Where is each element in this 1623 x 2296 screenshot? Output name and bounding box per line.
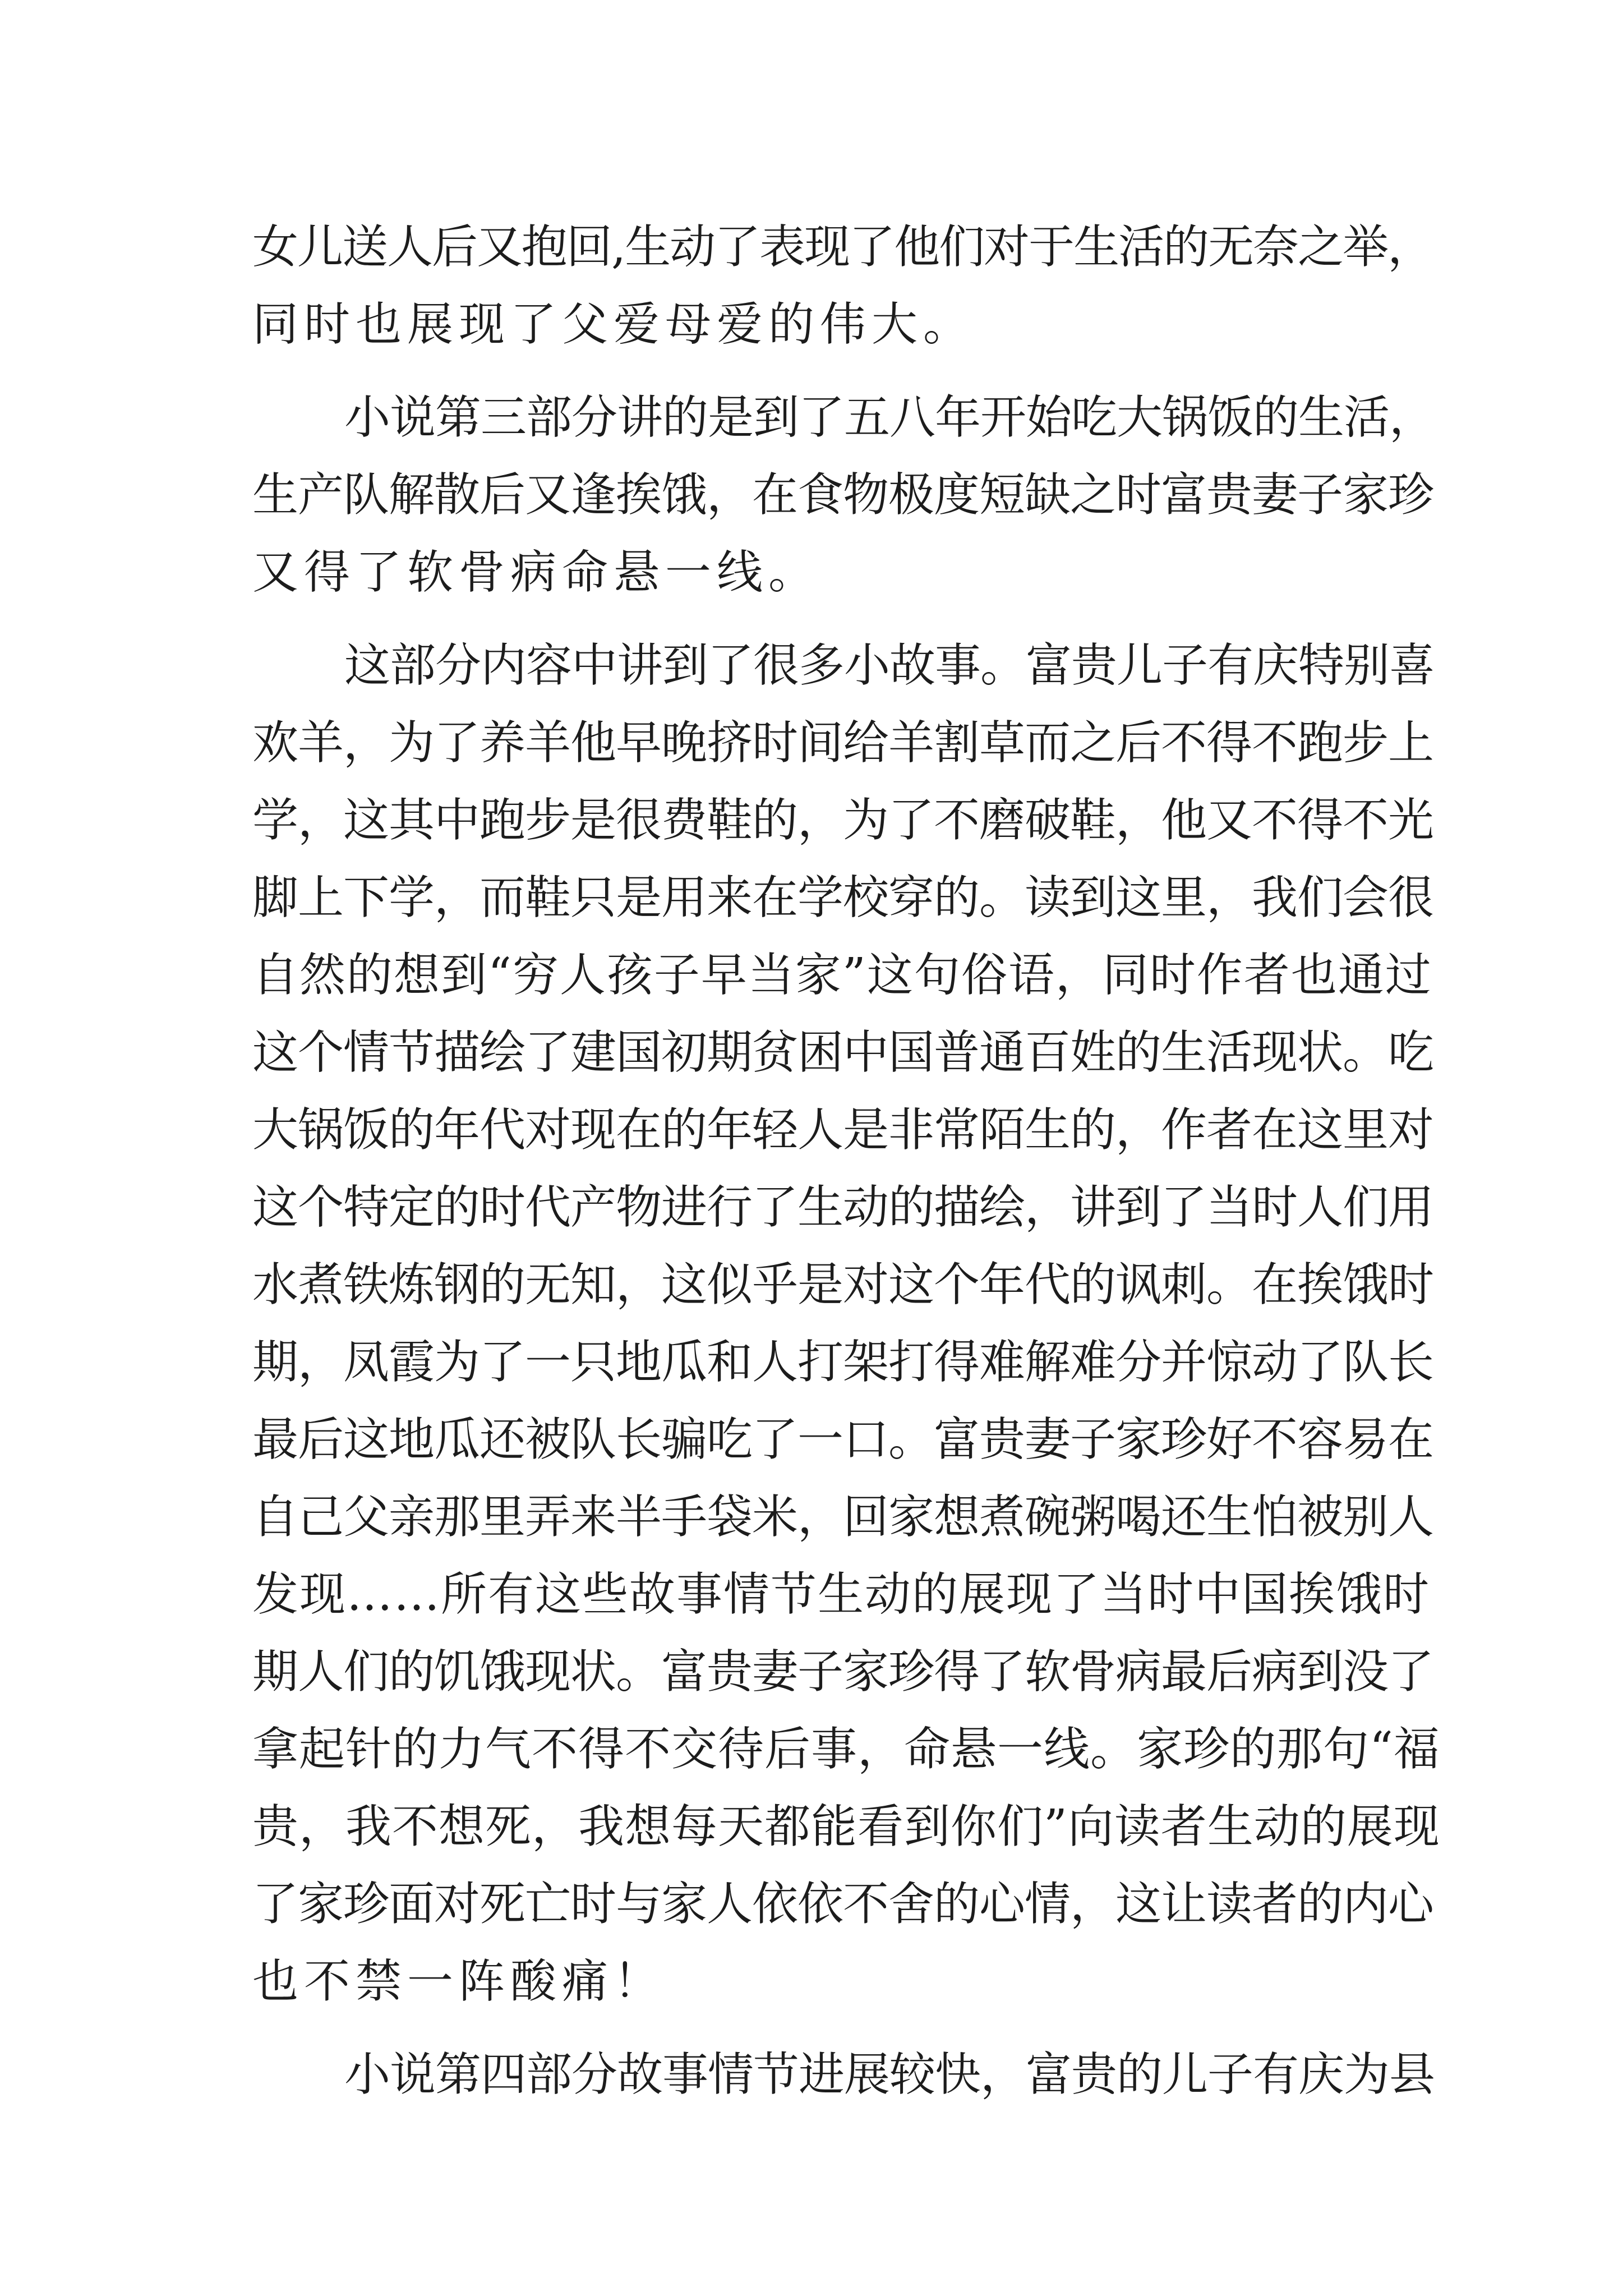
- text-line: 自然的想到“穷人孩子早当家”这句俗语，同时作者也通过: [252, 949, 1432, 1002]
- text-line: 这部分内容中讲到了很多小故事。富贵儿子有庆特别喜: [344, 639, 1435, 692]
- text-line: 水煮铁炼钢的无知，这似乎是对这个年代的讽刺。在挨饿时: [252, 1258, 1434, 1312]
- text-line: 又得了软骨病命悬一线。: [252, 546, 820, 599]
- text-line: 生产队解散后又逢挨饿，在食物极度短缺之时富贵妻子家珍: [252, 468, 1434, 522]
- text-line: 自己父亲那里弄来半手袋米，回家想煮碗粥喝还生怕被别人: [252, 1490, 1434, 1544]
- text-line: 小说第四部分故事情节进展较快，富贵的儿子有庆为县: [344, 2048, 1435, 2101]
- text-line: 期人们的饥饿现状。富贵妻子家珍得了软骨病最后病到没了: [252, 1645, 1434, 1699]
- paragraph-gap: [252, 2021, 1441, 2036]
- text-line: 学，这其中跑步是很费鞋的，为了不磨破鞋，他又不得不光: [252, 794, 1434, 847]
- text-line: 了家珍面对死亡时与家人依依不舍的心情，这让读者的内心: [252, 1878, 1434, 1931]
- paragraph-gap: [252, 364, 1441, 379]
- text-line: 最后这地瓜还被队长骗吃了一口。富贵妻子家珍好不容易在: [252, 1413, 1434, 1466]
- text-line: 大锅饭的年代对现在的年轻人是非常陌生的，作者在这里对: [252, 1103, 1434, 1157]
- text-line: 这个特定的时代产物进行了生动的描绘，讲到了当时人们用: [252, 1181, 1434, 1234]
- text-line: 发现……所有这些故事情节生动的展现了当时中国挨饿时: [252, 1568, 1431, 1621]
- text-line: 欢羊，为了养羊他早晚挤时间给羊割草而之后不得不跑步上: [252, 716, 1434, 770]
- text-line: 期，凤霞为了一只地瓜和人打架打得难解难分并惊动了队长: [252, 1336, 1434, 1389]
- text-line: 女儿送人后又抱回,生动了表现了他们对于生活的无奈之举，: [252, 220, 1433, 274]
- document-body: [252, 209, 1441, 2114]
- text-line: 脚上下学，而鞋只是用来在学校穿的。读到这里，我们会很: [252, 871, 1434, 924]
- text-line: 也不禁一阵酸痛！: [252, 1955, 666, 2008]
- text-line: 小说第三部分讲的是到了五八年开始吃大锅饭的生活，: [344, 391, 1435, 444]
- text-line: 贵，我不想死，我想每天都能看到你们”向读者生动的展现: [252, 1800, 1440, 1853]
- text-line: 这个情节描绘了建国初期贫困中国普通百姓的生活现状。吃: [252, 1026, 1434, 1079]
- text-line: 同时也展现了父爱母爱的伟大。: [252, 298, 975, 351]
- text-line: 拿起针的力气不得不交待后事，命悬一线。家珍的那句“福: [252, 1723, 1440, 1776]
- paragraph-gap: [252, 611, 1441, 627]
